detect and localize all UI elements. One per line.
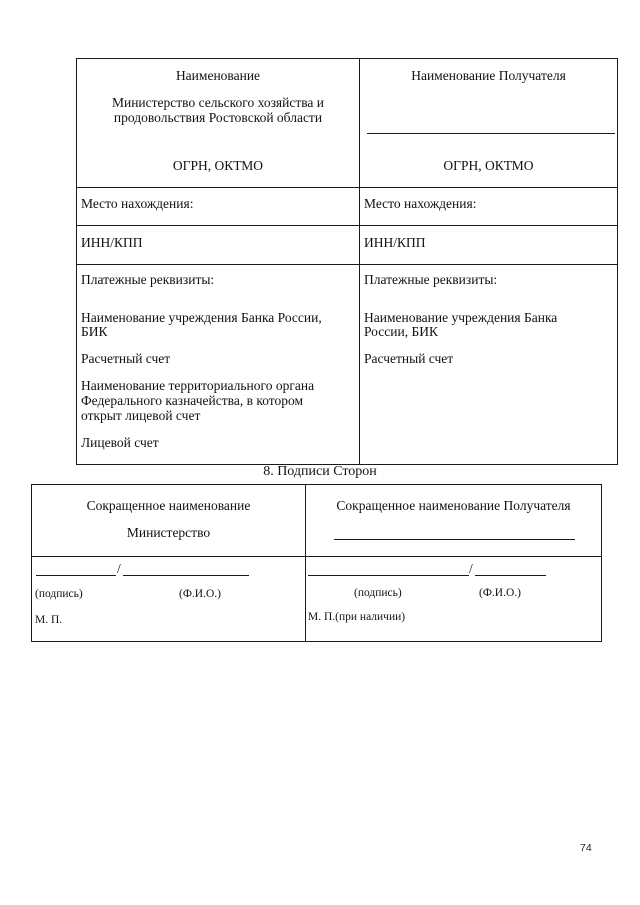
signature-line-left [36,575,116,576]
payment-title-right: Платежные реквизиты: [364,272,498,287]
signature-caption-right: (подпись) [354,587,402,599]
settlement-account-right: Расчетный счет [364,351,454,366]
name-title-right: Наименование Получателя [411,68,566,83]
fio-caption-left: (Ф.И.О.) [179,588,221,600]
section-heading: 8. Подписи Сторон [263,464,377,479]
ogrn-oktmo-right: ОГРН, ОКТМО [443,158,534,173]
bank-name-line-2-left: БИК [81,324,108,339]
payment-title-left: Платежные реквизиты: [81,272,215,287]
inn-kpp-label-left: ИНН/КПП [81,235,143,250]
treasury-line-2: Федерального казначейства, в котором [81,393,304,408]
inn-kpp-label-right: ИНН/КПП [364,235,426,250]
ministry-name-cell [77,59,359,187]
signature-caption-left: (подпись) [35,588,83,600]
ministry-name-line-2: продовольствия Ростовской области [113,110,323,125]
requisites-name-row [77,59,617,188]
location-cell-left [77,188,359,225]
settlement-account-left: Расчетный счет [81,351,171,366]
fio-line-right [475,575,546,576]
fio-line-left [123,575,249,576]
short-name-title-left: Сокращенное наименование [86,498,251,513]
location-label-left: Место нахождения: [81,196,194,211]
row-divider [32,556,601,557]
bank-name-line-2-right: России, БИК [364,324,438,339]
fio-caption-right: (Ф.И.О.) [479,587,521,599]
inn-kpp-cell-left [77,226,359,264]
treasury-line-3: открыт лицевой счет [81,408,201,423]
requisites-table [76,58,618,465]
inn-kpp-cell-right [360,226,617,264]
bank-name-line-1-right: Наименование учреждения Банка [364,310,558,325]
ogrn-oktmo-left: ОГРН, ОКТМО [172,158,264,173]
ministry-name-line-1: Министерство сельского хозяйства и [111,95,325,110]
treasury-line-1: Наименование территориального органа [81,378,315,393]
stamp-label-right: М. П.(при наличии) [308,611,406,623]
payment-details-row [77,265,617,464]
location-label-right: Место нахождения: [364,196,477,211]
bank-name-line-1-left: Наименование учреждения Банка России, [81,310,322,325]
stamp-label-left: М. П. [35,614,63,626]
page-number: 74 [580,842,592,854]
inn-kpp-row [77,226,617,265]
recipient-name-field-line [367,133,615,134]
recipient-name-cell [360,59,617,187]
signature-slash-left: / [117,561,121,576]
payment-details-cell-right [360,265,617,464]
location-row [77,188,617,226]
recipient-short-name-line [334,539,575,540]
location-cell-right [360,188,617,225]
personal-account-left: Лицевой счет [81,435,159,450]
signature-line-right [308,575,469,576]
short-name-title-right: Сокращенное наименование Получателя [336,498,571,513]
signatures-table [31,484,602,642]
ministry-short-name: Министерство [126,525,211,540]
payment-details-cell-left [77,265,359,464]
name-title-left: Наименование [175,68,261,83]
signature-slash-right: / [469,561,473,576]
